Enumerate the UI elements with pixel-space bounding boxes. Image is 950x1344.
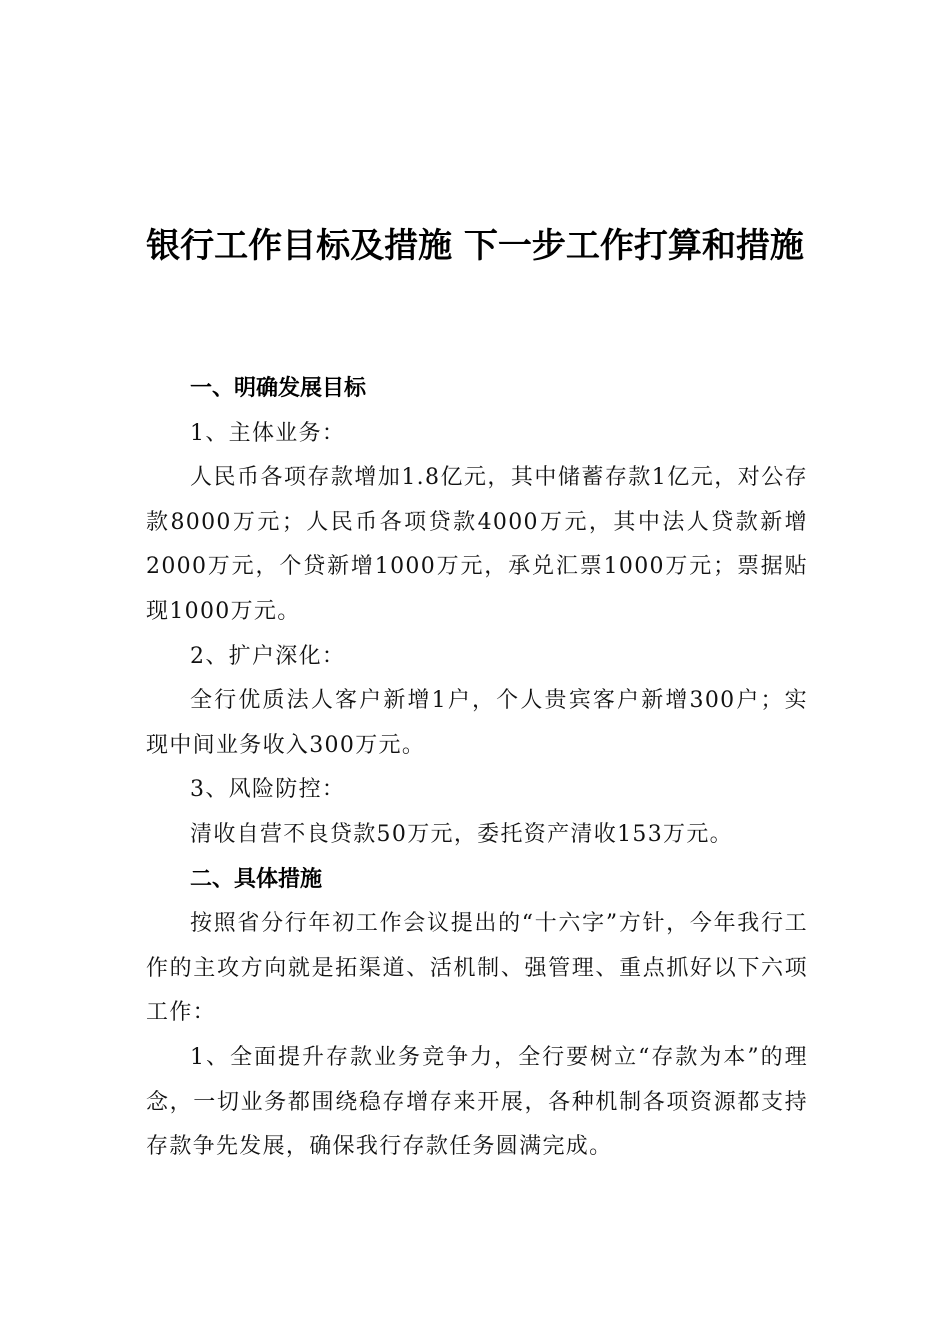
subheading-risk-control: 3、风险防控： bbox=[190, 777, 346, 803]
section-heading-measures: 二、具体措施 bbox=[190, 866, 323, 892]
subheading-customer-expansion: 2、扩户深化： bbox=[190, 643, 346, 669]
document-body bbox=[146, 367, 808, 1170]
subheading-main-business: 1、主体业务： bbox=[190, 420, 346, 446]
section-heading-goals: 一、明确发展目标 bbox=[190, 376, 367, 401]
paragraph-risk-control: 清收自营不良贷款50万元，委托资产清收153万元。 bbox=[190, 821, 733, 847]
document-title: 银行工作目标及措施 下一步工作打算和措施 bbox=[146, 226, 804, 266]
paragraph-measures-intro: 按照省分行年初工作会议提出的“十六字”方针，今年我行工作的主攻方向就是拓渠道、活机制、强管理、重点抓好以下六项工作： bbox=[146, 911, 808, 1026]
paragraph-customer-expansion: 全行优质法人客户新增1户，个人贵宾客户新增300户；实现中间业务收入300万元。 bbox=[146, 688, 808, 758]
paragraph-main-business: 人民币各项存款增加1.8亿元，其中储蓄存款1亿元，对公存款8000万元；人民币各项贷款4000万元，其中法人贷款新增2000万元，个贷新增1000万元，承兑汇票1000万元；票据贴现1000万元。 bbox=[146, 465, 808, 624]
paragraph-measure-deposits: 1、全面提升存款业务竞争力，全行要树立“存款为本”的理念，一切业务都围绕稳存增存来开展，各种机制各项资源都支持存款争先发展，确保我行存款任务圆满完成。 bbox=[146, 1044, 808, 1160]
